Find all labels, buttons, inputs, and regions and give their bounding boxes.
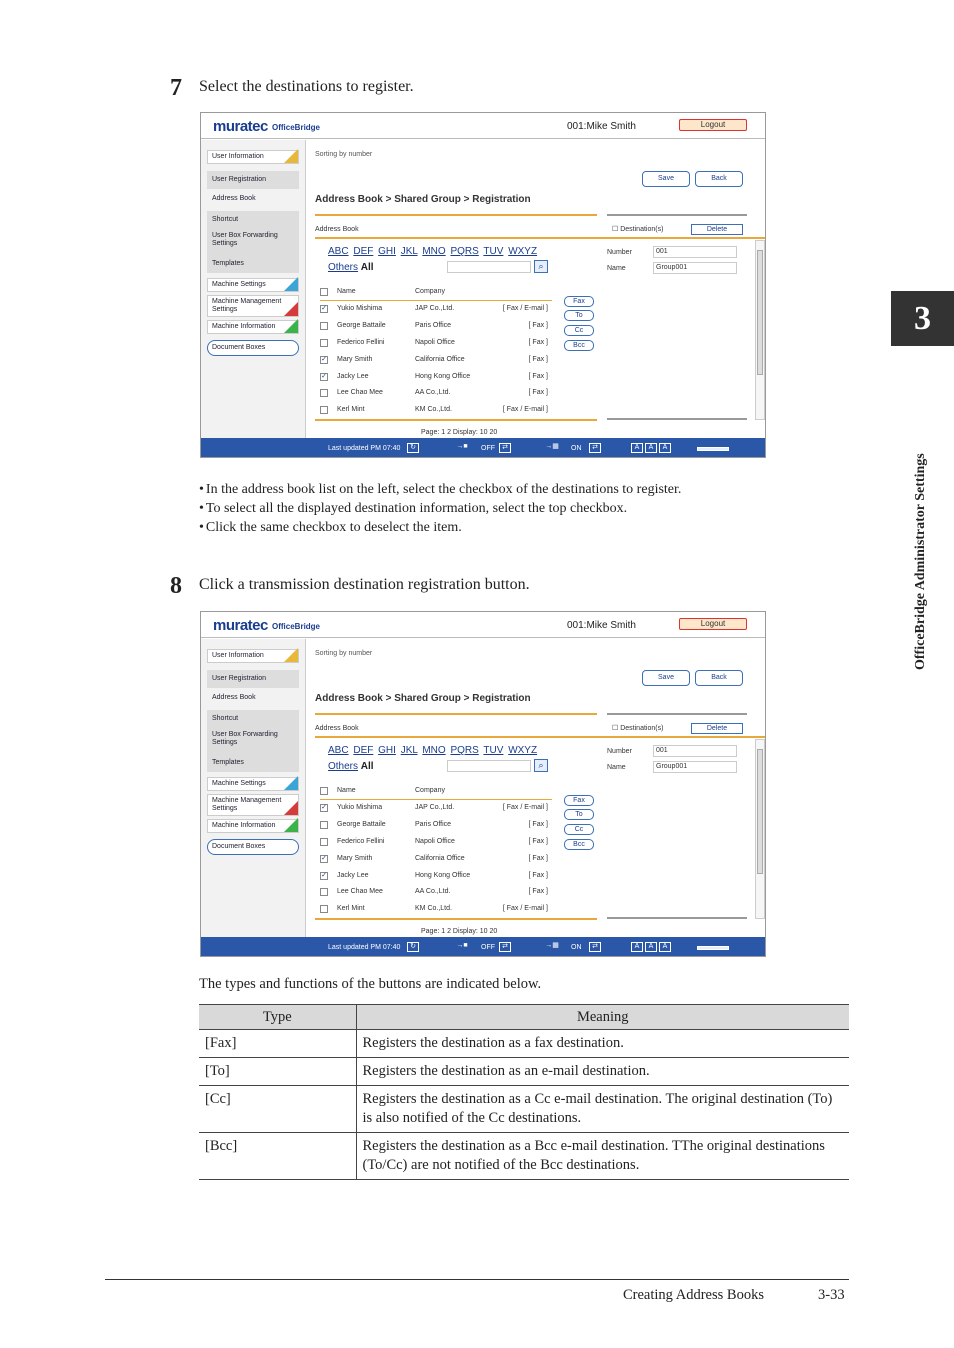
progress-bar xyxy=(697,447,729,451)
to-button[interactable]: To xyxy=(564,310,594,321)
page-number: 3-33 xyxy=(818,1287,845,1303)
user-label: 001:Mike Smith xyxy=(567,121,636,132)
select-all-checkbox[interactable] xyxy=(320,288,328,296)
number-field[interactable]: 001 xyxy=(653,745,737,757)
muratec-logo: muratec xyxy=(213,617,268,634)
menu-shortcut[interactable]: Shortcut xyxy=(207,211,299,229)
forward-icon: →▦ xyxy=(545,942,559,949)
progress-bar xyxy=(697,946,729,950)
menu-user-registration[interactable]: User Registration xyxy=(207,171,299,189)
delete-button[interactable]: Delete xyxy=(691,224,743,235)
menu-machine-settings[interactable]: Machine Settings xyxy=(207,777,299,791)
menu-user-box-forwarding[interactable]: User Box Forwarding Settings xyxy=(207,229,299,255)
index-others[interactable]: Others All xyxy=(328,761,374,772)
bcc-button[interactable]: Bcc xyxy=(564,839,594,850)
button-meaning-table xyxy=(199,1004,849,1180)
chapter-title: OfficeBridge Administrator Settings xyxy=(913,453,928,670)
side-menu xyxy=(201,639,306,937)
menu-user-registration[interactable]: User Registration xyxy=(207,670,299,688)
last-updated: Last updated PM 07:40 xyxy=(328,445,401,452)
column-header-type: Type xyxy=(199,1005,356,1030)
sort-label: Sorting by number xyxy=(315,650,373,657)
breadcrumb: Address Book > Shared Group > Registration xyxy=(315,693,531,704)
list-item[interactable]: ✓ Mary Smith California Office [ Fax ] xyxy=(321,356,548,363)
back-button[interactable]: Back xyxy=(695,171,743,187)
menu-address-book[interactable]: Address Book xyxy=(212,694,256,701)
table-intro: The types and functions of the buttons are indicated below. xyxy=(199,976,542,992)
index-tabs[interactable]: ABC DEF GHI JKL MNO PQRS TUV WXYZ xyxy=(328,246,538,257)
save-button[interactable]: Save xyxy=(642,171,690,187)
list-item[interactable]: Federico Fellini Napoli Office [ Fax ] xyxy=(320,335,552,352)
meaning-cell: Registers the destination as a fax destination. xyxy=(356,1030,849,1058)
font-size-medium-button[interactable]: A xyxy=(645,443,657,453)
toggle-on-icon[interactable]: ⇄ xyxy=(589,942,601,952)
font-size-large-button[interactable]: A xyxy=(659,443,671,453)
menu-templates[interactable]: Templates xyxy=(207,754,299,772)
refresh-icon[interactable]: ↻ xyxy=(407,443,419,453)
font-size-small-button[interactable]: A xyxy=(631,443,643,453)
number-label: Number xyxy=(607,748,632,755)
meaning-cell: Registers the destination as a Bcc e-mail destination. TThe original destinations (To/Cc) are not notified of the Bcc destinations. xyxy=(356,1133,849,1180)
footer-divider xyxy=(105,1279,849,1280)
list-item[interactable]: ✓ Yukio Mishima JAP Co.,Ltd. [ Fax / E-mail ] xyxy=(321,804,548,811)
footer-title: Creating Address Books xyxy=(623,1287,764,1303)
save-button[interactable]: Save xyxy=(642,670,690,686)
on-label: ON xyxy=(571,445,582,452)
cc-button[interactable]: Cc xyxy=(564,325,594,336)
menu-document-boxes[interactable]: Document Boxes xyxy=(207,839,299,855)
bcc-button[interactable]: Bcc xyxy=(564,340,594,351)
to-button[interactable]: To xyxy=(564,809,594,820)
side-menu xyxy=(201,140,306,438)
name-label: Name xyxy=(607,265,626,272)
list-item[interactable]: Federico Fellini Napoli Office [ Fax ] xyxy=(320,834,552,851)
list-header: Name Company xyxy=(320,284,552,301)
index-tabs[interactable]: ABC DEF GHI JKL MNO PQRS TUV WXYZ xyxy=(328,745,538,756)
screenshot-registration-button xyxy=(200,611,766,957)
number-label: Number xyxy=(607,249,632,256)
screenshot-select-destinations xyxy=(200,112,766,458)
menu-shortcut[interactable]: Shortcut xyxy=(207,710,299,728)
bullet-item: • To select all the displayed destination information, select the top checkbox. xyxy=(199,499,681,518)
divider xyxy=(315,713,597,715)
divider xyxy=(607,917,747,919)
toggle-off-icon[interactable]: ⇄ xyxy=(499,443,511,453)
list-item[interactable]: Kerl Mint KM Co.,Ltd. [ Fax / E-mail ] xyxy=(320,402,552,419)
menu-address-book[interactable]: Address Book xyxy=(212,195,256,202)
address-book-label: Address Book xyxy=(315,725,359,732)
font-size-large-button[interactable]: A xyxy=(659,942,671,952)
step-number: 8 xyxy=(170,573,182,599)
divider xyxy=(315,918,597,920)
officebridge-logo: OfficeBridge xyxy=(272,622,321,631)
status-bar xyxy=(201,438,765,458)
menu-user-information[interactable]: User Information xyxy=(207,649,299,663)
bullet-item: • Click the same checkbox to deselect the item. xyxy=(199,518,681,537)
bullet-list xyxy=(199,480,681,537)
screen-header xyxy=(201,113,765,139)
logout-button[interactable]: Logout xyxy=(679,119,747,131)
on-label: ON xyxy=(571,944,582,951)
search-input[interactable] xyxy=(447,760,531,772)
table-row xyxy=(199,1133,849,1180)
bullet-item: • In the address book list on the left, select the checkbox of the destinations to register. xyxy=(199,480,681,499)
search-icon[interactable]: ⌕ xyxy=(534,260,548,273)
menu-user-box-forwarding[interactable]: User Box Forwarding Settings xyxy=(207,728,299,754)
name-field[interactable]: Group001 xyxy=(653,262,737,274)
step-number: 7 xyxy=(170,75,182,101)
table-row xyxy=(199,1030,849,1058)
font-size-small-button[interactable]: A xyxy=(631,942,643,952)
destinations-checkbox-label[interactable]: ☐ Destination(s) xyxy=(612,725,664,732)
divider xyxy=(315,214,597,216)
divider xyxy=(607,214,747,216)
last-updated: Last updated PM 07:40 xyxy=(328,944,401,951)
menu-machine-information[interactable]: Machine Information xyxy=(207,819,299,833)
screen-header xyxy=(201,612,765,638)
user-label: 001:Mike Smith xyxy=(567,620,636,631)
type-cell: [Bcc] xyxy=(199,1133,356,1180)
search-input[interactable] xyxy=(447,261,531,273)
list-item[interactable]: Kerl Mint KM Co.,Ltd. [ Fax / E-mail ] xyxy=(320,901,552,918)
divider xyxy=(315,736,765,738)
menu-document-boxes[interactable]: Document Boxes xyxy=(207,340,299,356)
list-item[interactable]: ✓ Jacky Lee Hong Kong Office [ Fax ] xyxy=(321,872,548,879)
meaning-cell: Registers the destination as an e-mail destination. xyxy=(356,1058,849,1086)
list-item[interactable]: Lee Chao Mee AA Co.,Ltd. [ Fax ] xyxy=(320,385,552,402)
list-item[interactable]: ✓ Jacky Lee Hong Kong Office [ Fax ] xyxy=(321,373,548,380)
select-all-checkbox[interactable] xyxy=(320,787,328,795)
forward-icon: →▦ xyxy=(545,443,559,450)
list-item[interactable]: ✓ Mary Smith California Office [ Fax ] xyxy=(321,855,548,862)
transfer-icon: →■ xyxy=(456,443,468,450)
menu-machine-information[interactable]: Machine Information xyxy=(207,320,299,334)
meaning-cell: Registers the destination as a Cc e-mail destination. The original destination (To) is also notified of the Cc destinations. xyxy=(356,1086,849,1133)
toggle-off-icon[interactable]: ⇄ xyxy=(499,942,511,952)
chapter-tab: 3 xyxy=(891,291,954,346)
index-others[interactable]: Others All xyxy=(328,262,374,273)
list-item[interactable]: George Battaile Paris Office [ Fax ] xyxy=(320,318,552,335)
refresh-icon[interactable]: ↻ xyxy=(407,942,419,952)
menu-machine-settings[interactable]: Machine Settings xyxy=(207,278,299,292)
toggle-on-icon[interactable]: ⇄ xyxy=(589,443,601,453)
table-row xyxy=(199,1086,849,1133)
menu-machine-management[interactable]: Machine Management Settings xyxy=(207,794,299,816)
divider xyxy=(315,237,765,239)
search-icon[interactable]: ⌕ xyxy=(534,759,548,772)
menu-user-information[interactable]: User Information xyxy=(207,150,299,164)
step-instruction: Select the destinations to register. xyxy=(199,78,414,95)
list-item[interactable]: Lee Chao Mee AA Co.,Ltd. [ Fax ] xyxy=(320,884,552,901)
destinations-checkbox-label[interactable]: ☐ Destination(s) xyxy=(612,226,664,233)
name-label: Name xyxy=(607,764,626,771)
divider xyxy=(607,713,747,715)
type-cell: [To] xyxy=(199,1058,356,1086)
column-header-meaning: Meaning xyxy=(356,1005,849,1030)
delete-button[interactable]: Delete xyxy=(691,723,743,734)
off-label: OFF xyxy=(481,445,495,452)
list-item[interactable]: ✓ Yukio Mishima JAP Co.,Ltd. [ Fax / E-mail ] xyxy=(321,305,548,312)
list-item[interactable]: George Battaile Paris Office [ Fax ] xyxy=(320,817,552,834)
breadcrumb: Address Book > Shared Group > Registration xyxy=(315,194,531,205)
menu-templates[interactable]: Templates xyxy=(207,255,299,273)
logout-button[interactable]: Logout xyxy=(679,618,747,630)
status-bar xyxy=(201,937,765,957)
font-size-medium-button[interactable]: A xyxy=(645,942,657,952)
fax-button[interactable]: Fax xyxy=(564,795,594,806)
fax-button[interactable]: Fax xyxy=(564,296,594,307)
officebridge-logo: OfficeBridge xyxy=(272,123,321,132)
scrollbar-thumb[interactable] xyxy=(757,250,763,375)
pager[interactable]: Page: 1 2 Display: 10 20 xyxy=(421,429,498,436)
muratec-logo: muratec xyxy=(213,118,268,135)
off-label: OFF xyxy=(481,944,495,951)
name-field[interactable]: Group001 xyxy=(653,761,737,773)
list-header: Name Company xyxy=(320,783,552,800)
table-row xyxy=(199,1058,849,1086)
back-button[interactable]: Back xyxy=(695,670,743,686)
sort-label: Sorting by number xyxy=(315,151,373,158)
divider xyxy=(315,419,597,421)
divider xyxy=(607,418,747,420)
address-book-label: Address Book xyxy=(315,226,359,233)
number-field[interactable]: 001 xyxy=(653,246,737,258)
menu-machine-management[interactable]: Machine Management Settings xyxy=(207,295,299,317)
transfer-icon: →■ xyxy=(456,942,468,949)
type-cell: [Fax] xyxy=(199,1030,356,1058)
cc-button[interactable]: Cc xyxy=(564,824,594,835)
scrollbar-thumb[interactable] xyxy=(757,749,763,874)
pager[interactable]: Page: 1 2 Display: 10 20 xyxy=(421,928,498,935)
type-cell: [Cc] xyxy=(199,1086,356,1133)
step-instruction: Click a transmission destination registration button. xyxy=(199,576,530,593)
